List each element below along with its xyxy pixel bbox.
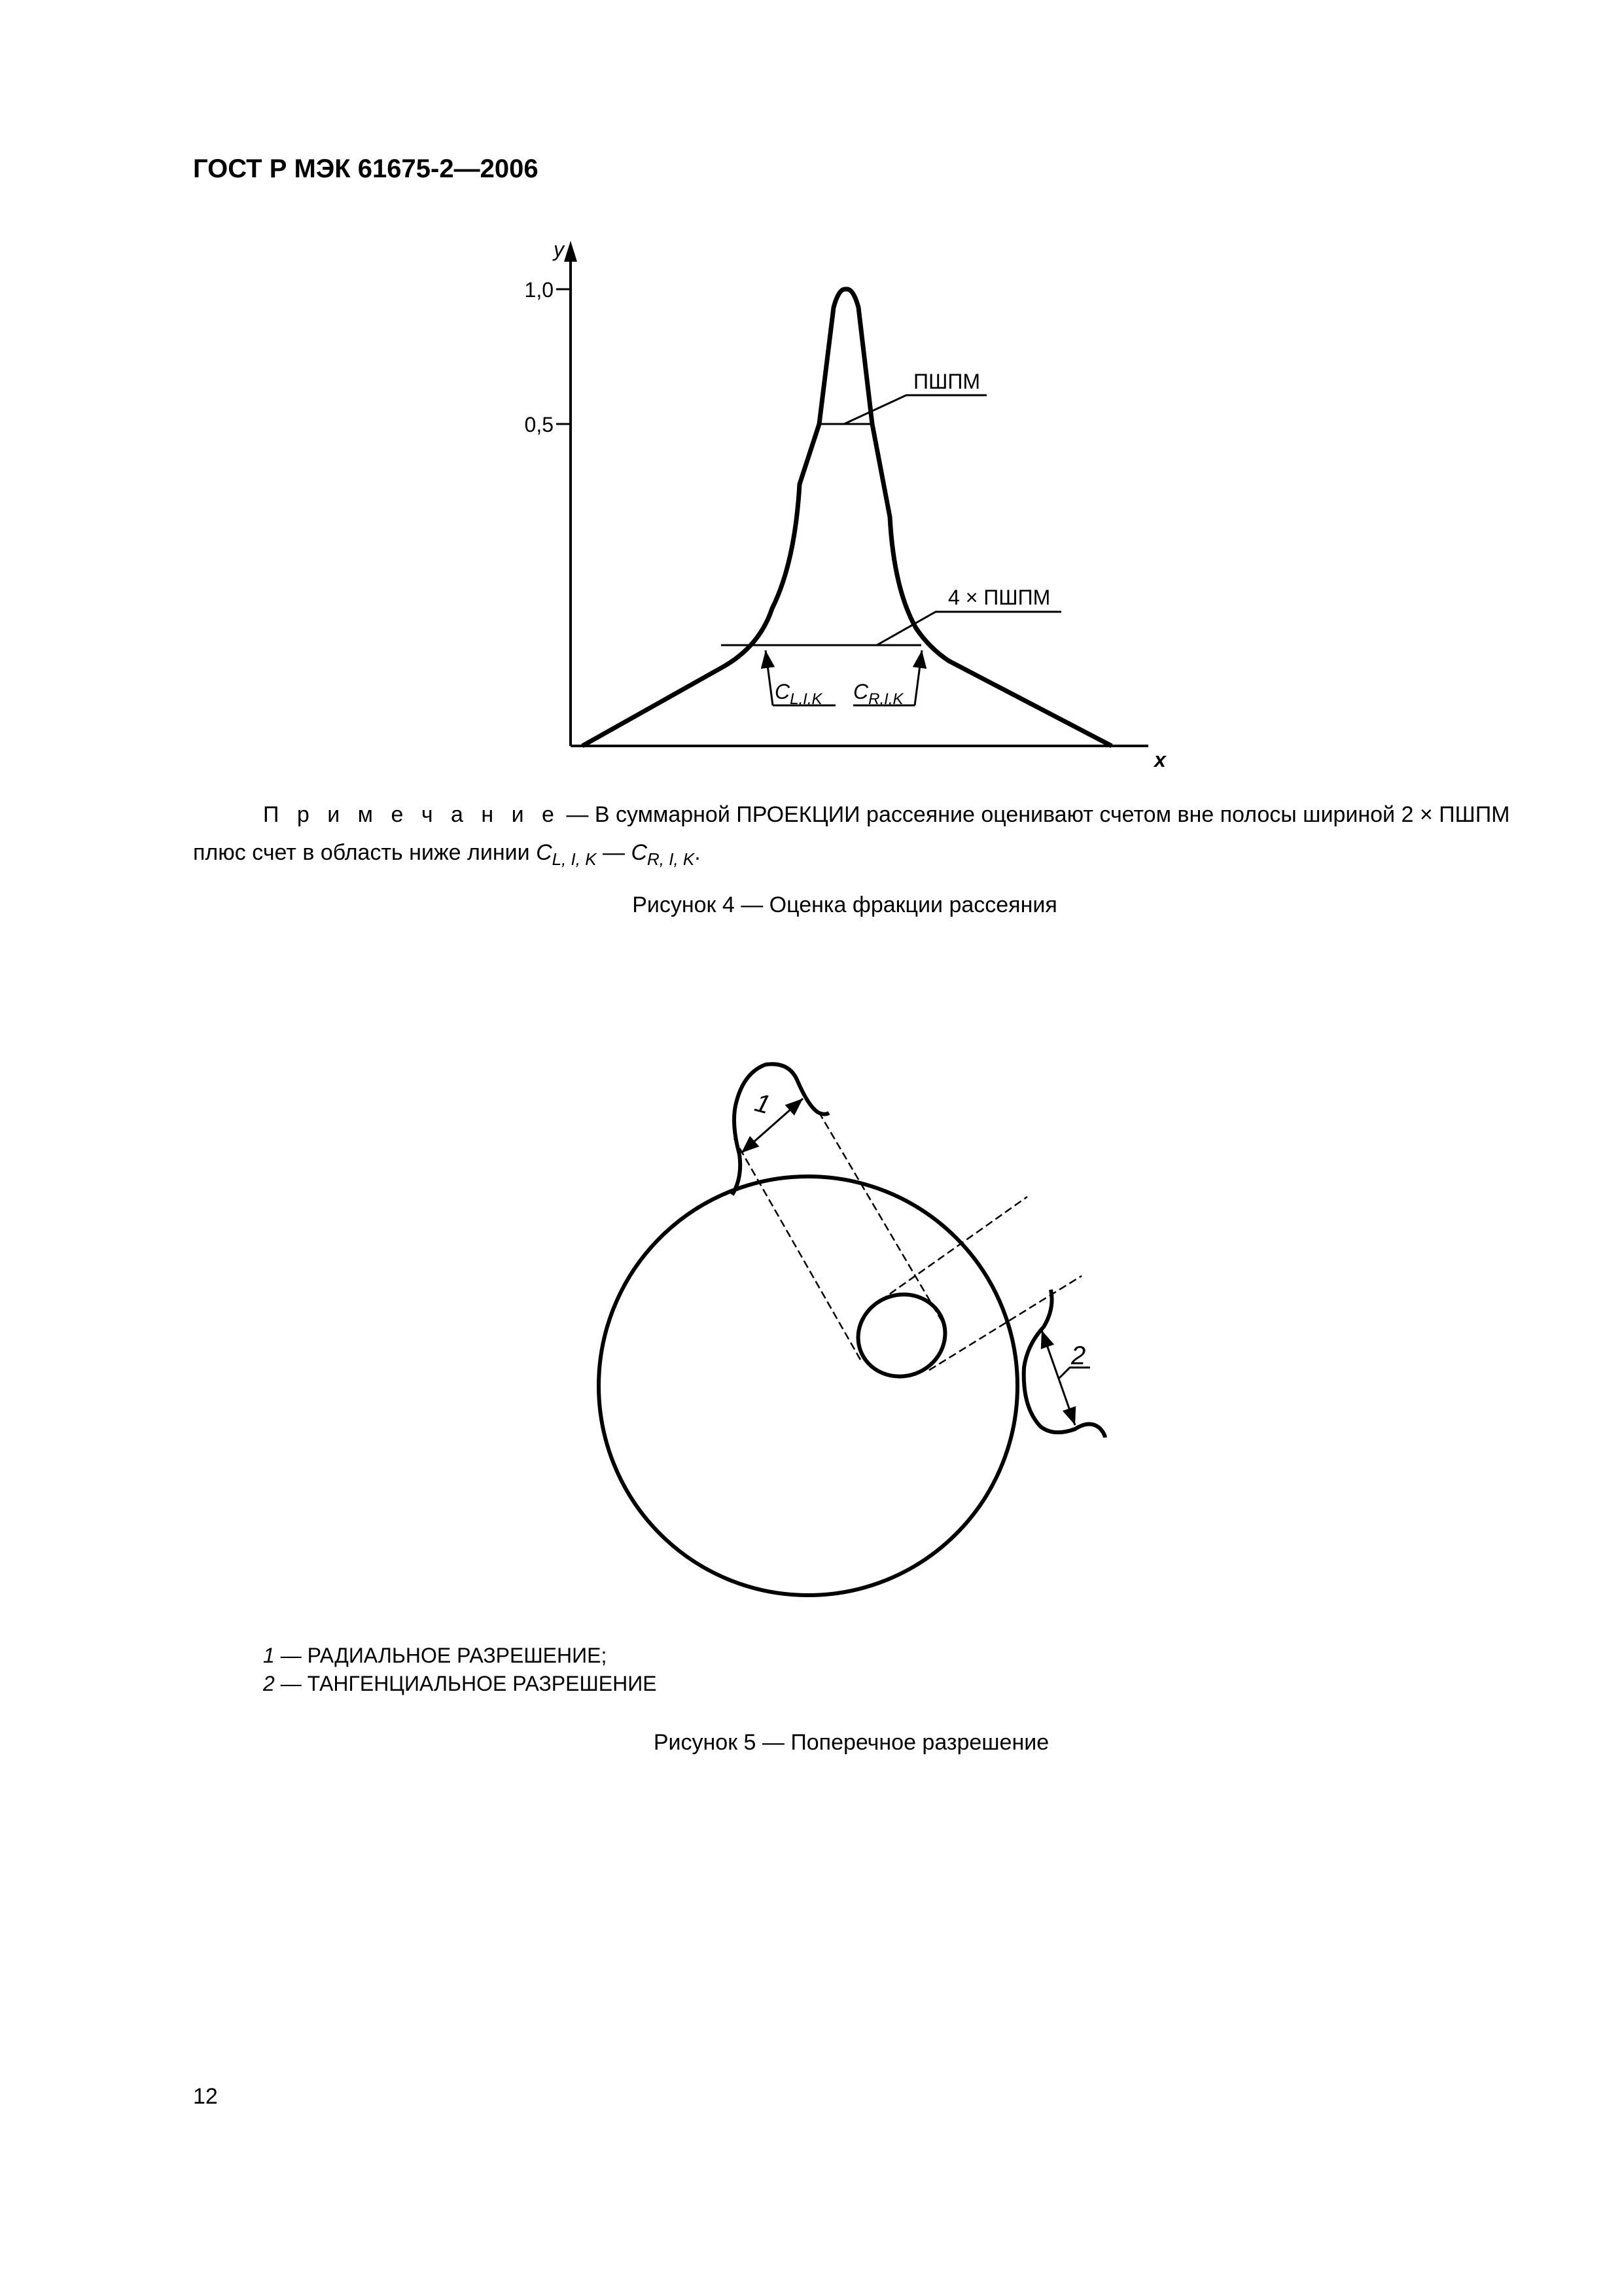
cl-label: $C_{L,I,K}$ (775, 680, 822, 708)
tangential-profile-curve (1024, 1290, 1105, 1438)
label-1: 1 (751, 1088, 773, 1120)
fwhm4-label: 4 × ПШПМ (948, 586, 1051, 609)
figure-5-legend-item (263, 1672, 657, 1696)
fwhm-leader (844, 395, 987, 424)
document-header: ГОСТ Р МЭК 61675-2—2006 (193, 154, 538, 183)
label-2: 2 (1071, 1341, 1086, 1370)
figure-4-caption: Рисунок 4 — Оценка фракции рассеяния (632, 892, 1057, 917)
tangential-dimension-arrow (1042, 1330, 1075, 1425)
note-c2-sub: R, I, K (647, 849, 695, 869)
field-of-view-circle (599, 1176, 1017, 1595)
tick-label-1-0: 1,0 (524, 278, 554, 302)
note-c1: C (536, 840, 552, 865)
projection-lines (734, 1115, 1082, 1370)
figure-4-note-line-1 (263, 802, 1510, 828)
note-c1-sub: L, I, K (552, 849, 597, 869)
legend-num: 2 (263, 1672, 275, 1695)
cl-arrow (766, 650, 773, 705)
note-prefix: П р и м е ч а н и е (263, 802, 560, 827)
tick-label-0-5: 0,5 (524, 413, 554, 436)
figure-5-legend-item (263, 1644, 607, 1668)
note-dash: — (596, 840, 631, 865)
cr-arrow (915, 650, 922, 705)
figure-5 (599, 1064, 1105, 1595)
y-axis-label: y (554, 238, 564, 261)
y-axis-arrow-icon (564, 241, 577, 262)
note-c2: C (631, 840, 648, 865)
figure-4-note-line-2 (193, 840, 701, 870)
radial-dimension-arrow (741, 1099, 803, 1153)
legend-num: 1 (263, 1644, 275, 1667)
legend-text: — РАДИАЛЬНОЕ РАЗРЕШЕНИЕ; (274, 1644, 607, 1667)
note-text-1: — В суммарной ПРОЕКЦИИ рассеяние оценивают счетом вне полосы шириной 2 × ПШПМ (559, 802, 1510, 827)
point-source-ellipse (847, 1282, 957, 1388)
note-text-2: плюс счет в область ниже линии (193, 840, 537, 865)
cr-label: $C_{R,I,K}$ (853, 680, 904, 708)
figure-5-caption: Рисунок 5 — Поперечное разрешение (653, 1730, 1050, 1755)
fwhm-label: ПШПМ (913, 370, 980, 393)
legend-text: — ТАНГЕНЦИАЛЬНОЕ РАЗРЕШЕНИЕ (274, 1672, 657, 1695)
figure-4 (525, 238, 1167, 771)
page-number: 12 (193, 2084, 218, 2109)
x-axis-label: x (1154, 748, 1166, 771)
fwhm4-leader (877, 612, 1061, 645)
profile-curve (582, 289, 1112, 746)
note-end: . (694, 840, 701, 865)
